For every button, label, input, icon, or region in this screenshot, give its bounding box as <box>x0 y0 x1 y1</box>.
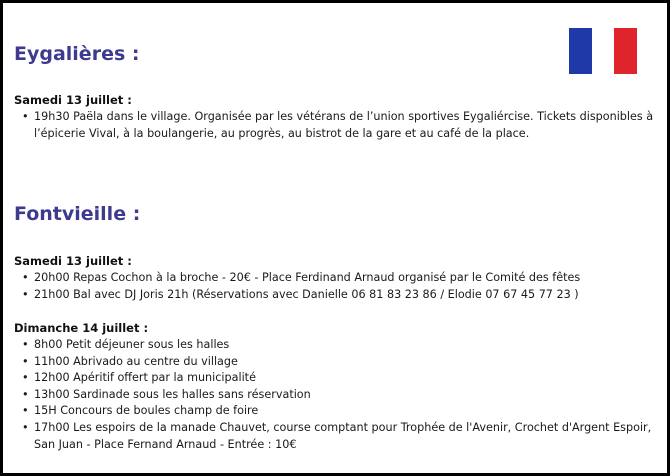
list-item: • 15H Concours de boules champ de foire <box>14 403 654 420</box>
list-item: • 19h30 Paëla dans le village. Organisée par les vétérans de l’union sportives Eygaliércise. Tickets disponibles à l’épicerie Vival, à la boulangerie, au progrès, au bistrot de la gare et au café de la place. <box>14 109 654 142</box>
list-item: • 12h00 Apéritif offert par la municipalité <box>14 370 654 387</box>
day-heading: Samedi 13 juillet : <box>14 93 132 107</box>
list-item: • 21h00 Bal avec DJ Joris 21h (Réservations avec Danielle 06 81 83 23 86 / Elodie 07 67 45 77 23 ) <box>14 287 654 304</box>
flag-band-blue <box>569 28 592 74</box>
list-item: • 13h00 Sardinade sous les halles sans réservation <box>14 387 654 404</box>
day-heading: Dimanche 14 juillet : <box>14 321 149 335</box>
event-list <box>14 270 654 303</box>
list-item: • 8h00 Petit déjeuner sous les halles <box>14 337 654 354</box>
flag-band-red <box>614 28 637 74</box>
day-heading: Samedi 13 juillet : <box>14 254 132 268</box>
event-list <box>14 109 654 142</box>
section-title-fontvieille: Fontvieille : <box>14 203 141 225</box>
section-title-eygalieres: Eygalières : <box>14 43 140 65</box>
list-item: • 20h00 Repas Cochon à la broche - 20€ - Place Ferdinand Arnaud organisé par le Comité des fêtes <box>14 270 654 287</box>
flag-band-white <box>592 28 615 74</box>
list-item: • 11h00 Abrivado au centre du village <box>14 354 654 371</box>
list-item: • 17h00 Les espoirs de la manade Chauvet, course comptant pour Trophée de l'Avenir, Crochet d'Argent Espoir, San Juan - Place Fernand Arnaud - Entrée : 10€ <box>14 420 654 453</box>
event-list <box>14 337 654 453</box>
french-flag-icon <box>569 28 637 74</box>
